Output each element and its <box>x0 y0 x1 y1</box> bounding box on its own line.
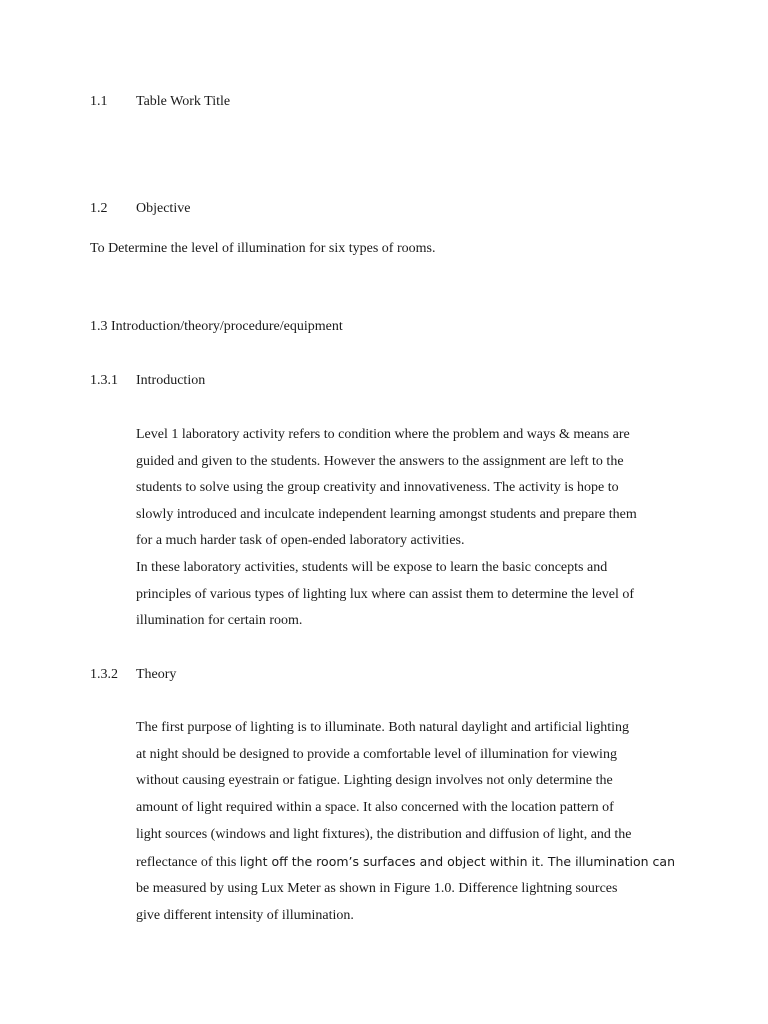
section-title-introduction: Introduction <box>136 373 206 388</box>
paragraph-line: Level 1 laboratory activity refers to condition where the problem and ways & means are <box>136 427 630 442</box>
section-title-theory: Theory <box>136 667 177 682</box>
paragraph-line: light sources (windows and light fixtures), the distribution and diffusion of light, and the <box>136 826 632 842</box>
paragraph-line <box>136 849 696 877</box>
paragraph-line: give different intensity of illumination. <box>136 907 354 923</box>
paragraph-line: slowly introduced and inculcate independent learning amongst students and prepare them <box>136 506 637 522</box>
paragraph-line: illumination for certain room. <box>136 613 303 629</box>
paragraph-line: for a much harder task of open-ended laboratory activities. <box>136 533 465 549</box>
paragraph-line: amount of light required within a space. It also concerned with the location pattern of <box>136 800 614 816</box>
introduction-paragraph <box>136 422 696 635</box>
objective-text: To Determine the level of illumination for six types of rooms. <box>90 241 436 256</box>
section-number-1-3-1: 1.3.1 <box>90 373 118 388</box>
paragraph-line: guided and given to the students. However the answers to the assignment are left to the <box>136 453 624 469</box>
paragraph-line-start: reflectance of this <box>136 854 240 870</box>
section-number-1-3-2: 1.3.2 <box>90 667 118 682</box>
section-number-1-2: 1.2 <box>90 201 108 216</box>
paragraph-line: The first purpose of lighting is to illuminate. Both natural daylight and artificial lighting <box>136 720 630 735</box>
section-title-objective: Objective <box>136 201 191 216</box>
theory-paragraph <box>136 715 696 930</box>
section-heading-1-3: 1.3 Introduction/theory/procedure/equipment <box>90 319 343 334</box>
paragraph-line: principles of various types of lighting lux where can assist them to determine the level of <box>136 586 635 602</box>
paragraph-line: be measured by using Lux Meter as shown in Figure 1.0. Difference lightning sources <box>136 881 618 897</box>
section-title-table-work-title: Table Work Title <box>136 94 231 109</box>
paragraph-line: at night should be designed to provide a comfortable level of illumination for viewing <box>136 746 617 762</box>
paragraph-line: without causing eyestrain or fatigue. Lighting design involves not only determine the <box>136 773 613 789</box>
paragraph-line: In these laboratory activities, students will be expose to learn the basic concepts and <box>136 559 608 575</box>
section-number-1-1: 1.1 <box>90 94 108 109</box>
paragraph-line-tail: light off the room’s surfaces and object within it. The illumination can <box>239 853 676 869</box>
paragraph-line: students to solve using the group creativity and innovativeness. The activity is hope to <box>136 480 619 496</box>
